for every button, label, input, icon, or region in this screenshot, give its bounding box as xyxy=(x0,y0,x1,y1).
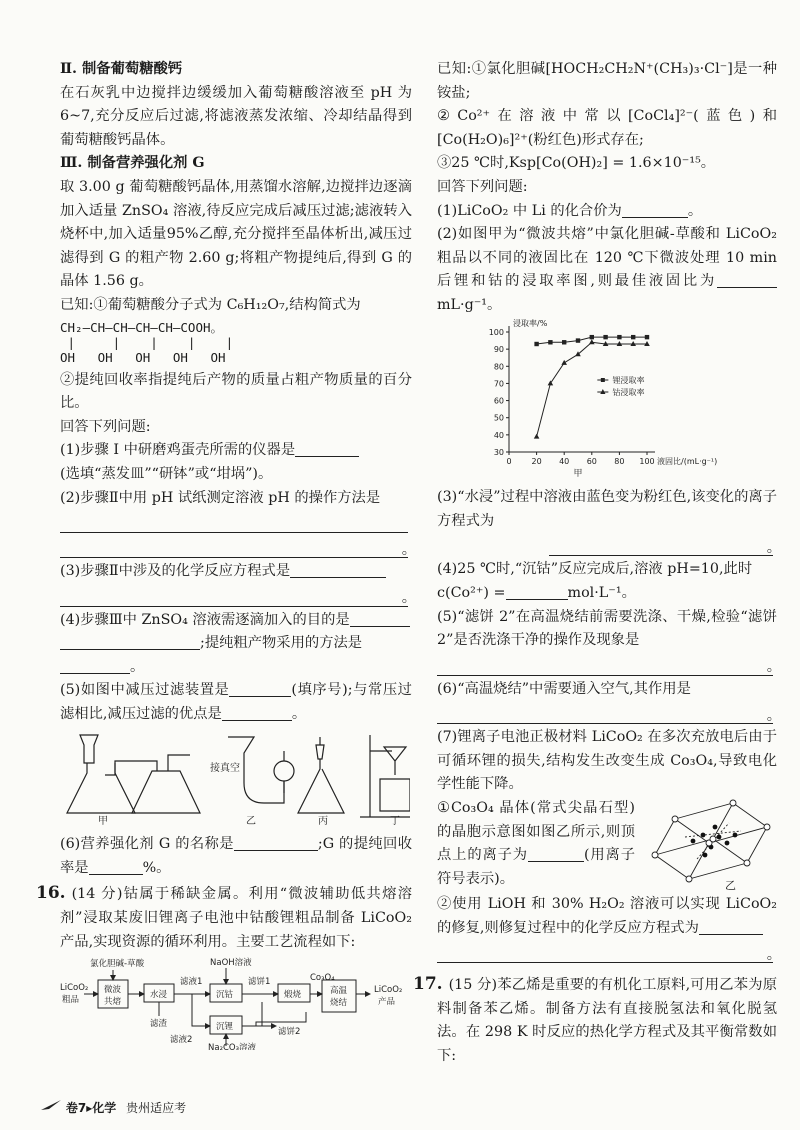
question-5b-text: (填序号);与常压过滤相比,减压过滤的优点是 xyxy=(60,682,412,723)
flow-box-1a: 微波 xyxy=(104,985,122,996)
section-2-title: Ⅱ. 制备葡萄糖酸钙 xyxy=(60,61,183,77)
answer-blank[interactable] xyxy=(89,860,143,875)
y-tick-label: 50 xyxy=(493,413,504,423)
r-question-4b-text: c(Co²⁺) = xyxy=(437,584,506,601)
data-point-li xyxy=(562,340,566,344)
answer-blank[interactable] xyxy=(506,585,568,600)
r-known-1: 已知:①氯化胆碱[HOCH₂CH₂N⁺(CH₃)₃·Cl⁻]是一种铵盐; xyxy=(437,61,777,101)
r-question-1 xyxy=(437,200,777,224)
legend-marker-0 xyxy=(601,378,605,382)
flow-filtrate-2: 滤液2 xyxy=(170,1035,193,1046)
r-question-7-2 xyxy=(437,893,777,940)
apparatus-label-d: 丁 xyxy=(390,815,400,825)
beaker-icon xyxy=(380,779,410,811)
r-question-3: (3)“水浸”过程中溶液由蓝色变为粉红色,该变化的离子方程式为 xyxy=(437,489,777,529)
question-1-text: (1)步骤 Ⅰ 中研磨鸡蛋壳所需的仪器是 xyxy=(60,442,296,459)
r-answer-prompt: 回答下列问题: xyxy=(437,178,528,195)
r-question-4c-text: mol·L⁻¹。 xyxy=(567,584,636,601)
r-question-7-1b-text: (用离子符号表示)。 xyxy=(437,847,636,887)
question-2: (2)步骤Ⅱ中用 pH 试纸测定溶液 pH 的操作方法是 xyxy=(60,489,381,506)
question-4-text: (4)步骤Ⅲ中 ZnSO₄ 溶液需逐滴加入的目的是 xyxy=(60,611,350,628)
r-question-6: (6)“高温烧结”中需要通入空气,其作用是 xyxy=(437,680,691,697)
answer-blank[interactable] xyxy=(699,920,763,935)
trap-flask-icon xyxy=(132,771,200,813)
chart-title: 甲 xyxy=(573,468,583,478)
answer-line[interactable]: 。 xyxy=(437,701,773,724)
r-question-2 xyxy=(437,223,777,317)
structure-line-3: OH OH OH OH OH xyxy=(60,349,226,365)
answer-blank[interactable] xyxy=(622,203,688,218)
r-known-3: ③25 ℃时,Ksp[Co(OH)₂] = 1.6×10⁻¹⁵。 xyxy=(437,155,716,172)
flow-box-5: 沉锂 xyxy=(216,1022,234,1033)
section-3-text: 取 3.00 g 葡萄糖酸钙晶体,用蒸馏水溶解,边搅拌边逐滴加入适量 ZnSO₄ 溶液,待反应完成后减压过滤;滤液转入烧杯中,加入适量95%乙醇,充分搅拌至晶体析出,减压过滤得到 G 的粗产物 2.60 g;将粗产物提纯后,得到 G 的晶体 1.56 g。 xyxy=(60,178,412,290)
question-16-number: 16. xyxy=(36,883,66,904)
leaching-rate-chart xyxy=(437,318,777,478)
crystal-label: 乙 xyxy=(725,879,736,893)
question-4c: 。 xyxy=(60,656,412,680)
legend-label-0: 锂浸取率 xyxy=(612,375,645,385)
flow-co3o4: Co₃O₄ xyxy=(310,973,335,984)
data-point-co xyxy=(561,359,567,364)
flow-product: LiCoO₂ xyxy=(374,985,403,996)
answer-blank[interactable] xyxy=(295,442,359,457)
answer-blank[interactable] xyxy=(60,659,130,674)
y-tick-label: 70 xyxy=(493,378,504,388)
question-5: (5)如图中减压过滤装置是 (填序号);与常压过滤相比,减压过滤的优点是 。 xyxy=(60,682,412,723)
page-footer: 卷7▸化学 贵州适应考 xyxy=(40,1098,186,1116)
x-tick-label: 20 xyxy=(531,456,542,466)
y-axis-label: 浸取率/% xyxy=(513,318,548,328)
suction-flask-icon xyxy=(67,763,135,813)
flow-cake-2: 滤饼2 xyxy=(278,1027,301,1038)
r-question-7: (7)锂离子电池正极材料 LiCoO₂ 在多次充放电后由于可循环锂的损失,结构发生改变生成 Co₃O₄,导致电化学性能下降。 xyxy=(437,729,777,793)
data-point-co xyxy=(534,433,540,438)
answer-line[interactable] xyxy=(60,510,408,533)
flow-reagent-3: Na₂CO₃溶液 xyxy=(208,1043,257,1051)
y-tick-label: 90 xyxy=(493,344,504,354)
data-point-li xyxy=(631,334,635,338)
question-17-number: 17. xyxy=(413,974,443,995)
x-tick-label: 80 xyxy=(614,456,625,466)
r-question-1-end: 。 xyxy=(687,202,703,219)
x-tick-label: 0 xyxy=(506,456,512,466)
y-tick-label: 60 xyxy=(493,396,504,406)
answer-blank[interactable] xyxy=(528,847,584,862)
legend-label-1: 钴浸取率 xyxy=(612,387,645,397)
x-tick-label: 100 xyxy=(639,456,655,466)
question-4b xyxy=(60,632,412,656)
section-3-title: Ⅲ. 制备营养强化剂 G xyxy=(60,155,205,172)
x-axis-label: 液固比/(mL·g⁻¹) xyxy=(657,456,718,466)
data-point-co xyxy=(589,339,595,344)
answer-blank[interactable] xyxy=(290,563,386,578)
data-point-li xyxy=(603,334,607,338)
spinel-unit-cell-figure xyxy=(645,797,775,893)
known-2: ②提纯回收率指提纯后产物的质量占粗产物质量的百分比。 xyxy=(60,371,412,412)
data-point-li xyxy=(548,340,552,344)
answer-blank[interactable] xyxy=(222,706,292,721)
question-16 xyxy=(36,882,412,954)
known-1: 已知:①葡萄糖酸分子式为 C₆H₁₂O₇,结构简式为 xyxy=(60,296,361,313)
flow-filtrate-1: 滤液1 xyxy=(180,977,203,988)
footer-mark: 卷7 xyxy=(65,1101,87,1115)
question-3-text: (3)步骤Ⅱ中涉及的化学反应方程式是 xyxy=(60,563,291,580)
answer-line[interactable]: 。 xyxy=(60,584,408,607)
question-1 xyxy=(60,439,412,463)
apparatus-label-b: 乙 xyxy=(246,815,256,825)
answer-blank[interactable] xyxy=(234,836,318,851)
flow-box-2: 水浸 xyxy=(150,990,168,1001)
paper-plane-icon xyxy=(40,1098,62,1112)
question-3 xyxy=(60,560,412,584)
answer-line[interactable]: 。 xyxy=(60,535,408,558)
apparatus-label-a: 甲 xyxy=(98,815,108,825)
question-6 xyxy=(60,833,412,880)
r-question-2-text: (2)如图甲为“微波共熔”中氯化胆碱-草酸和 LiCoO₂ 粗品以不同的液固比在 120 ℃下微波处理 10 min 后锂和钴的浸取率图,则最佳液固比为 xyxy=(437,226,777,290)
flow-product-2: 产品 xyxy=(378,997,396,1008)
flow-box-4: 煅烧 xyxy=(284,990,302,1001)
r-question-1-text: (1)LiCoO₂ 中 Li 的化合价为 xyxy=(437,202,622,219)
answer-line[interactable]: 。 xyxy=(549,533,773,556)
question-4b-text: ;提纯粗产物采用的方法是 xyxy=(200,635,363,652)
section-2-text: 在石灰乳中边搅拌边缓缓加入葡萄糖酸溶液至 pH 为6~7,充分反应后过滤,将滤液蒸发浓缩、冷却结晶得到葡萄糖酸钙晶体。 xyxy=(60,84,412,148)
flow-raw-2: 粗品 xyxy=(62,995,80,1006)
flow-box-6a: 高温 xyxy=(330,986,348,997)
gluconic-acid-structure xyxy=(60,320,412,365)
flow-box-1b: 共熔 xyxy=(104,997,122,1008)
buchner-funnel-icon xyxy=(80,735,98,763)
r-question-4b xyxy=(437,582,777,606)
data-point-li xyxy=(534,341,538,345)
footer-subject: 化学 xyxy=(92,1101,117,1115)
stand-funnel-icon xyxy=(384,747,406,775)
answer-blank[interactable] xyxy=(60,635,200,650)
x-tick-label: 60 xyxy=(586,456,597,466)
x-tick-label: 40 xyxy=(559,456,570,466)
r-question-5: (5)“滤饼 2”在高温烧结前需要洗涤、干燥,检验“滤饼 2”是否洗涤干净的操作及现象是 xyxy=(437,608,777,649)
question-6c-text: %。 xyxy=(142,859,171,876)
apparatus-label-c: 丙 xyxy=(318,815,328,825)
answer-blank[interactable] xyxy=(229,682,291,697)
answer-line[interactable]: 。 xyxy=(437,940,773,963)
data-point-li xyxy=(617,334,621,338)
r-question-2-unit: mL·g⁻¹。 xyxy=(437,296,502,313)
answer-blank[interactable] xyxy=(350,612,410,627)
question-4 xyxy=(60,609,412,633)
y-tick-label: 80 xyxy=(493,361,504,371)
flow-residue: 滤渣 xyxy=(150,1019,168,1030)
r-question-7-1 xyxy=(437,797,635,891)
glass-funnel-icon xyxy=(228,737,254,783)
question-1b: (选填“蒸发皿”“研钵”或“坩埚”)。 xyxy=(60,465,273,482)
question-16-text: (14 分)钴属于稀缺金属。利用“微波辅助低共熔溶剂”浸取某废旧锂离子电池中钴酸锂粗品制备 LiCoO₂ 产品,实现资源的循环利用。主要工艺流程如下: xyxy=(60,886,412,950)
filtration-apparatus-figure xyxy=(60,727,410,825)
question-17 xyxy=(413,973,777,1068)
question-6b-text: ;G 的提纯回收率是 xyxy=(60,836,412,876)
structure-line-2: | | | | | xyxy=(60,334,234,350)
separatory-funnel-icon xyxy=(274,761,294,781)
data-point-li xyxy=(590,334,594,338)
y-tick-label: 30 xyxy=(493,447,504,457)
r-known-2: ②Co²⁺在溶液中常以[CoCl₄]²⁻(蓝色)和[Co(H₂O)₆]²⁺(粉红色)形式存在; xyxy=(437,108,777,148)
structure-line-1: CH₂—CH—CH—CH—CH—COOH。 xyxy=(60,319,224,335)
question-6-text: (6)营养强化剂 G 的名称是 xyxy=(60,836,234,853)
r-question-7-1-text: ①Co₃O₄ 晶体(常式尖晶石型)的晶胞示意图如图乙所示,则顶点上的离子为 xyxy=(437,800,635,864)
process-flow-diagram xyxy=(60,954,412,1050)
question-5-text: (5)如图中减压过滤装置是 xyxy=(60,682,230,699)
right-column xyxy=(413,58,781,1069)
y-tick-label: 40 xyxy=(493,430,504,440)
flow-raw: LiCoO₂ xyxy=(60,983,89,994)
data-point-li xyxy=(645,334,649,338)
r-question-7-1-block xyxy=(437,797,777,893)
y-tick-label: 100 xyxy=(488,327,504,337)
r-question-7-2-text: ②使用 LiOH 和 30% H₂O₂ 溶液可以实现 LiCoO₂ 的修复,则修复过程中的化学反应方程式为 xyxy=(437,896,777,936)
flow-box-6b: 烧结 xyxy=(330,998,348,1009)
data-point-li xyxy=(576,338,580,342)
left-column xyxy=(36,58,416,1059)
answer-blank[interactable] xyxy=(717,273,777,288)
flow-reagent-2: NaOH溶液 xyxy=(210,958,252,969)
vacuum-label: 接真空 xyxy=(210,762,240,774)
answer-line[interactable]: 。 xyxy=(437,653,773,676)
question-17-text: (15 分)苯乙烯是重要的有机化工原料,可用乙苯为原料制备苯乙烯。制备方法有直接脱氢法和氧化脱氢法。在 298 K 时反应的热化学方程式及其平衡常数如下: xyxy=(437,977,777,1065)
flow-box-3: 沉钴 xyxy=(216,990,234,1001)
dropping-funnel-icon xyxy=(316,737,324,759)
flow-reagent-1: 氯化胆碱-草酸 xyxy=(90,959,145,970)
r-question-4: (4)25 ℃时,“沉钴”反应完成后,溶液 pH=10,此时 xyxy=(437,561,753,578)
footer-series: 贵州适应考 xyxy=(126,1101,187,1115)
flow-cake-1: 滤饼1 xyxy=(248,977,271,988)
answer-prompt: 回答下列问题: xyxy=(60,418,151,435)
